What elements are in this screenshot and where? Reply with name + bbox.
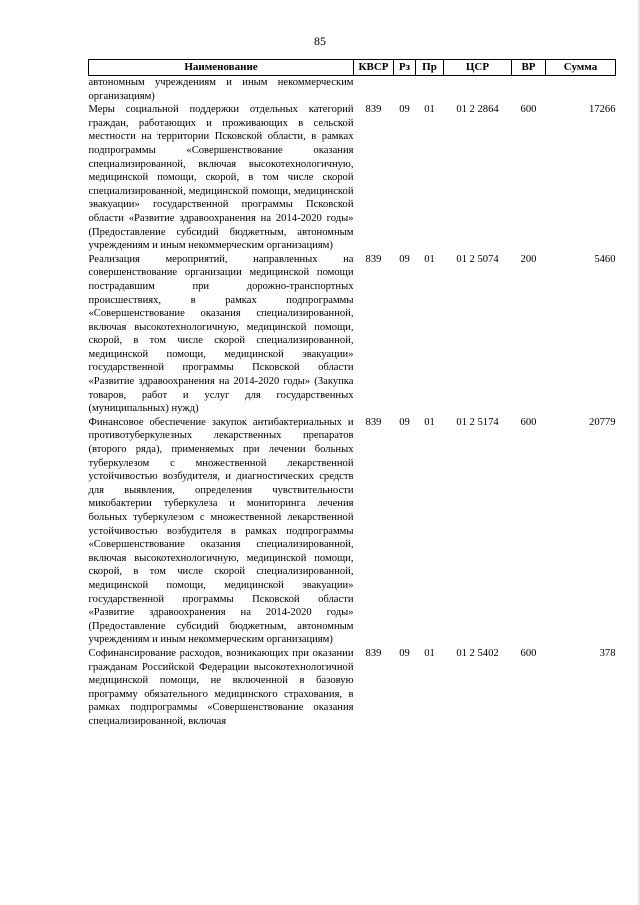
row-name: Меры социальной поддержки отдельных категорий граждан, работающих и проживающих в сельской местности на территории Псковской области, в рамках подпрограммы «Совершенствование оказания специализированной, включая высокотехнологичную, медицинской помощи, скорой, в том числе скорой специализированной, медицинской помощи, медицинской эвакуации» государственной программы Псковской области «Развитие здравоохранения на 2014-2020 годы» (Предоставление субсидий бюджетным, автономным учреждениям и иным некоммерческим организациям) <box>88 104 354 252</box>
row-name: Финансовое обеспечение закупок антибактериальных и противотуберкулезных лекарственных препаратов (второго ряда), применяемых при лечении больных туберкулезом с множественной лекарственной устойчивостью возбудителя, и диагностических средств для выявления, определения чувствительности микобактерии туберкулеза и мониторинга лечения больных туберкулезом с множественной лекарственной устойчивостью возбудителя в рамках подпрограммы «Совершенствование оказания специализированной, включая высокотехнологичную, медицинской помощи, скорой, в том числе скорой специализированной, медицинской помощи, медицинской эвакуации» государственной программы Псковской области «Развитие здравоохранения на 2014-2020 годы» (Предоставление субсидий бюджетным, автономным учреждениям и иным некоммерческим организациям) <box>88 416 354 646</box>
row-csr <box>444 76 512 104</box>
row-rz: 09 <box>399 416 410 428</box>
row-pr: 01 <box>424 253 435 265</box>
row-rz: 09 <box>399 647 410 659</box>
table-header-row <box>89 60 616 76</box>
row-vr: 200 <box>520 253 537 265</box>
row-vr: 600 <box>520 416 537 428</box>
row-pr: 01 <box>424 647 435 659</box>
row-name: Софинансирование расходов, возникающих при оказании гражданам Российской Федерации высокотехнологичной медицинской помощи, не включенной в базовую программу обязательного медицинского страхования, в рамках подпрограммы «Совершенствование оказания специализированной, включая <box>88 647 354 727</box>
table-row <box>89 103 616 253</box>
row-kvsr <box>354 76 394 104</box>
row-kvsr: 839 <box>365 647 382 659</box>
row-sum: 5460 <box>594 253 616 265</box>
row-name: автономным учреждениям и иным некоммерческим организациям) <box>88 77 354 102</box>
header-kvsr: КВСР <box>354 60 394 76</box>
row-sum <box>546 76 616 104</box>
row-name: Реализация мероприятий, направленных на совершенствование организации медицинской помощи пострадавшим при дорожно-транспортных происшествиях, в рамках подпрограммы «Совершенствование оказания специализированной, включая высокотехнологичную, медицинской помощи, скорой, в том числе скорой специализированной, медицинской помощи, медицинской эвакуации» государственной программы Псковской области «Развитие здравоохранения на 2014-2020 годы» (Закупка товаров, работ и услуг для государственных (муниципальных) нужд) <box>88 253 354 415</box>
row-csr: 01 2 2864 <box>456 104 499 116</box>
budget-table <box>88 59 616 729</box>
row-csr: 01 2 5074 <box>456 253 499 265</box>
row-vr <box>512 76 546 104</box>
row-sum: 378 <box>599 647 616 659</box>
table-row <box>89 76 616 104</box>
header-pr: Пр <box>416 60 444 76</box>
header-csr: ЦСР <box>444 60 512 76</box>
row-pr: 01 <box>424 416 435 428</box>
row-vr: 600 <box>520 647 537 659</box>
row-rz: 09 <box>399 104 410 116</box>
header-name: Наименование <box>89 60 354 76</box>
row-kvsr: 839 <box>365 104 382 116</box>
row-kvsr: 839 <box>365 416 382 428</box>
header-sum: Сумма <box>546 60 616 76</box>
row-sum: 17266 <box>589 104 616 116</box>
page-number: 85 <box>314 34 326 48</box>
header-vr: ВР <box>512 60 546 76</box>
row-pr <box>416 76 444 104</box>
row-csr: 01 2 5174 <box>456 416 499 428</box>
header-rz: Рз <box>394 60 416 76</box>
row-pr: 01 <box>424 104 435 116</box>
row-kvsr: 839 <box>365 253 382 265</box>
table-row <box>89 253 616 416</box>
row-vr: 600 <box>520 104 537 116</box>
row-sum: 20779 <box>589 416 616 428</box>
row-rz <box>394 76 416 104</box>
table-row <box>89 416 616 647</box>
table-row <box>89 647 616 729</box>
row-rz: 09 <box>399 253 410 265</box>
row-csr: 01 2 5402 <box>456 647 499 659</box>
